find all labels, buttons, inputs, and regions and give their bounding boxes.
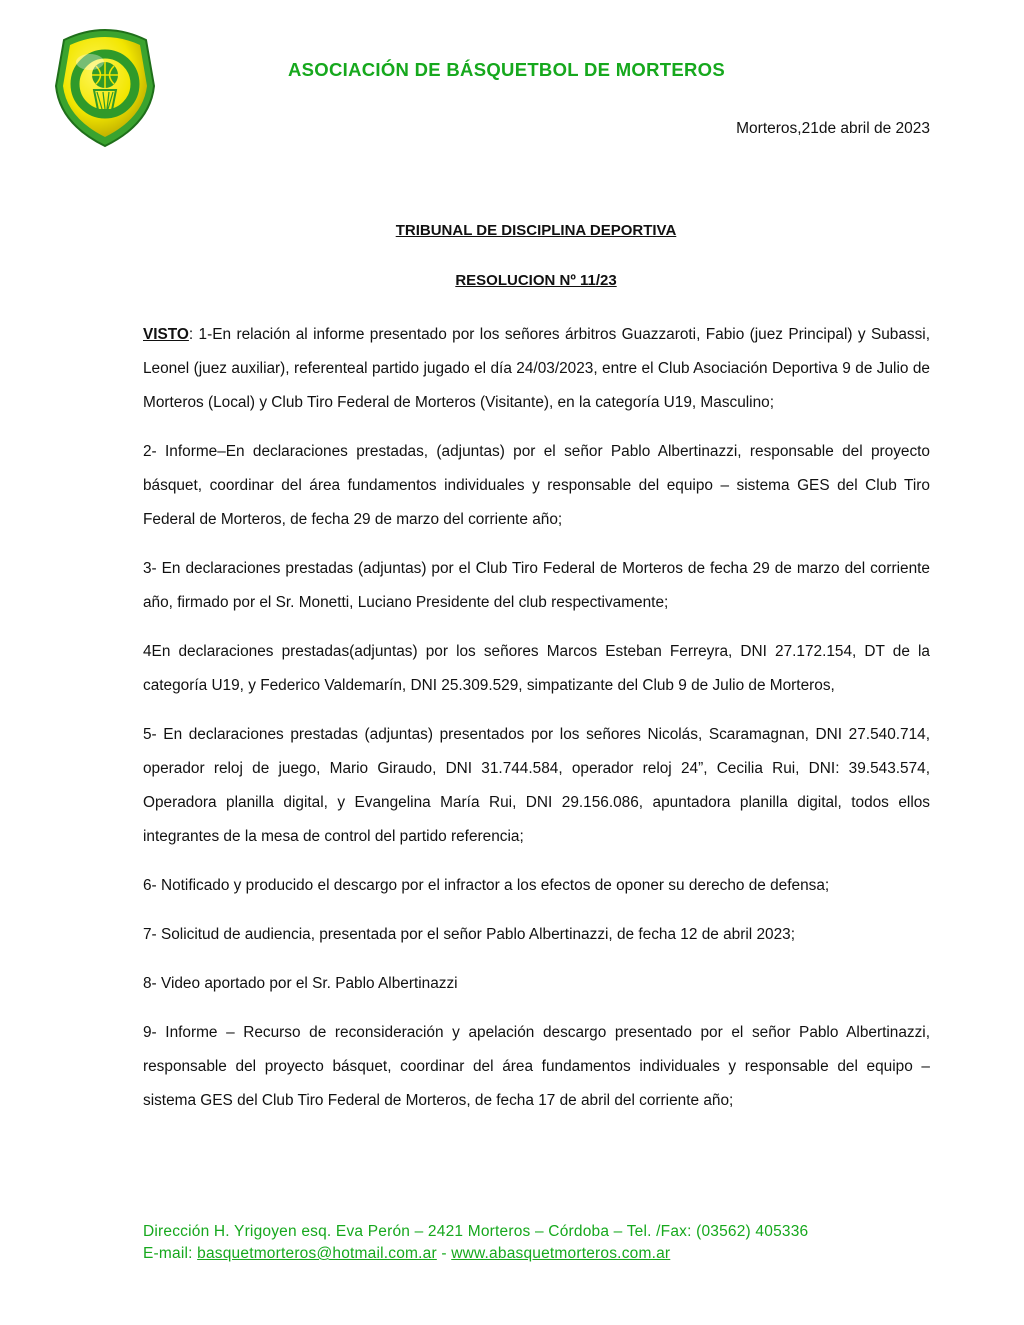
footer [143,1221,808,1265]
paragraph-7: 7- Solicitud de audiencia, presentada por el señor Pablo Albertinazzi, de fecha 12 de abril 2023; [143,926,795,943]
visto-label: VISTO [143,326,189,343]
paragraph-3: 3- En declaraciones prestadas (adjuntas) por el Club Tiro Federal de Morteros de fecha 29 de marzo del corriente año, firmado por el Sr. Monetti, Luciano Presidente del club respectivamente; [143,560,930,611]
resolution-heading: RESOLUCION Nº 11/23 [455,272,617,289]
footer-separator: - [436,1245,452,1262]
paragraph-5: 5- En declaraciones prestadas (adjuntas) presentados por los señores Nicolás, Scaramagnan, DNI 27.540.714, operador reloj de juego, Mario Giraudo, DNI 31.744.584, operador reloj 24”, Cecilia Rui, DNI: 39.543.574, Operadora planilla digital, y Evangelina María Rui, DNI 29.156.086, apuntadora planilla digital, todos ellos integrantes de la mesa de control del partido referencia; [143,726,930,845]
footer-email-label: E-mail: [143,1245,198,1262]
paragraph-4: 4En declaraciones prestadas(adjuntas) por los señores Marcos Esteban Ferreyra, DNI 27.172.154, DT de la categoría U19, y Federico Valdemarín, DNI 25.309.529, simpatizante del Club 9 de Julio de Morteros, [143,643,930,694]
footer-email-link[interactable]: basquetmorteros@hotmail.com.ar [197,1245,437,1262]
paragraph-visto [143,318,930,420]
association-logo [50,26,160,150]
paragraph-6: 6- Notificado y producido el descargo por el infractor a los efectos de oponer su derecho de defensa; [143,877,830,894]
resolution-body [143,318,930,1133]
footer-address: Dirección H. Yrigoyen esq. Eva Perón – 2421 Morteros – Córdoba – Tel. /Fax: (03562) 405336 [143,1223,809,1240]
paragraph-8: 8- Video aportado por el Sr. Pablo Albertinazzi [143,975,458,992]
paragraph-9: 9- Informe – Recurso de reconsideración y apelación descargo presentado por el señor Pablo Albertinazzi, responsable del proyecto básquet, coordinar del área fundamentos individuales y responsable del equipo – sistema GES del Club Tiro Federal de Morteros, de fecha 17 de abril del corriente año; [143,1024,930,1109]
tribunal-heading: TRIBUNAL DE DISCIPLINA DEPORTIVA [395,222,677,239]
paragraph-visto-text: : 1-En relación al informe presentado por los señores árbitros Guazzaroti, Fabio (juez Principal) y Subassi, Leonel (juez auxiliar), referenteal partido jugado el día 24/03/2023, entre el Club Asociación Deportiva 9 de Julio de Morteros (Local) y Club Tiro Federal de Morteros (Visitante), en la categoría U19, Masculino; [143,326,930,411]
paragraph-2: 2- Informe–En declaraciones prestadas, (adjuntas) por el señor Pablo Albertinazzi, responsable del proyecto básquet, coordinar del área fundamentos individuales y responsable del equipo – sistema GES del Club Tiro Federal de Morteros, de fecha 29 de marzo del corriente año; [143,443,930,528]
footer-website-link[interactable]: www.abasquetmorteros.com.ar [451,1245,671,1262]
organization-title: ASOCIACIÓN DE BÁSQUETBOL DE MORTEROS [288,59,726,80]
document-date: Morteros,21de abril de 2023 [736,120,930,137]
footer-contact [143,1243,808,1265]
